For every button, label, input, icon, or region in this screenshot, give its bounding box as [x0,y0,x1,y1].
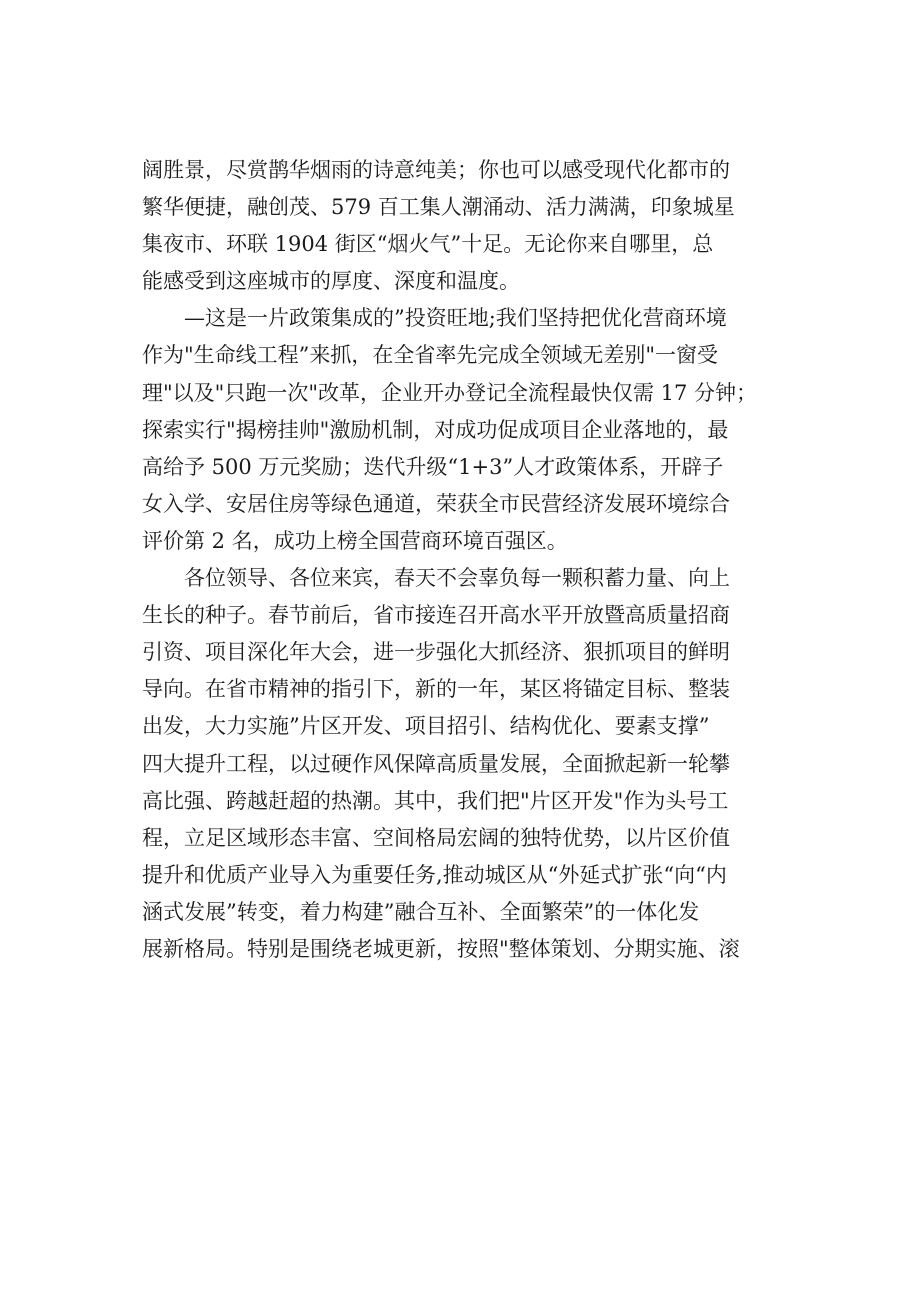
paragraph-investment-policy [142,300,807,560]
text-line: 各位领导、各位来宾，春天不会辜负每一颗积蓄力量、向上 [184,566,730,591]
text-line: 理"以及"只跑一次"改革，企业开办登记全流程最快仅需 17 分钟； [142,380,758,405]
text-line: 高比强、跨越赶超的热潮。其中，我们把"片区开发"作为头号工 [142,788,729,813]
text-line: 引资、项目深化年大会，进一步强化大抓经济、狠抓项目的鲜明 [142,640,730,665]
text-line: 出发，大力实施”片区开发、项目招引、结构优化、要素支撑” [142,714,710,739]
text-line: 探索实行"揭榜挂帅"激励机制，对成功促成项目企业落地的，最 [142,417,729,442]
text-line: —这是一片政策集成的”投资旺地;我们坚持把优化营商环境 [184,306,727,331]
text-line: 繁华便捷，融创茂、579 百工集人潮涌动、活力满满，印象城星 [142,195,735,220]
text-line: 生长的种子。春节前后，省市接连召开高水平开放暨高质量招商 [142,603,730,628]
document-body [142,152,807,968]
text-line: 导向。在省市精神的指引下，新的一年，某区将锚定目标、整装 [142,677,730,702]
text-line: 阔胜景，尽赏鹊华烟雨的诗意纯美；你也可以感受现代化都市的 [142,158,730,182]
text-line: 四大提升工程，以过硬作风保障高质量发展，全面掀起新一轮攀 [142,751,730,776]
text-line: 作为"生命线工程”来抓，在全省率先完成全领域无差别"一窗受 [142,343,719,368]
paragraph-city-experience [142,152,807,300]
text-line: 提升和优质产业导入为重要任务,推动城区从“外延式扩张“向“内 [142,862,727,887]
text-line: 高给予 500 万元奖励；迭代升级“1+3”人才政策体系，开辟子 [142,454,724,479]
text-line: 评价第 2 名，成功上榜全国营商环境百强区。 [142,528,568,553]
paragraph-spring-development [142,560,807,968]
text-line: 涵式发展”转变，着力构建”融合互补、全面繁荣”的一体化发 [142,899,700,924]
text-line: 程，立足区域形态丰富、空间格局宏阔的独特优势，以片区价值 [142,825,730,850]
text-line: 展新格局。特别是围绕老城更新，按照"整体策划、分期实施、滚 [142,936,740,961]
text-line: 集夜市、环联 1904 街区“烟火气”十足。无论你来自哪里，总 [142,232,714,257]
text-line: 能感受到这座城市的厚度、深度和温度。 [142,269,520,294]
text-line: 女入学、安居住房等绿色通道，荣获全市民营经济发展环境综合 [142,491,730,516]
